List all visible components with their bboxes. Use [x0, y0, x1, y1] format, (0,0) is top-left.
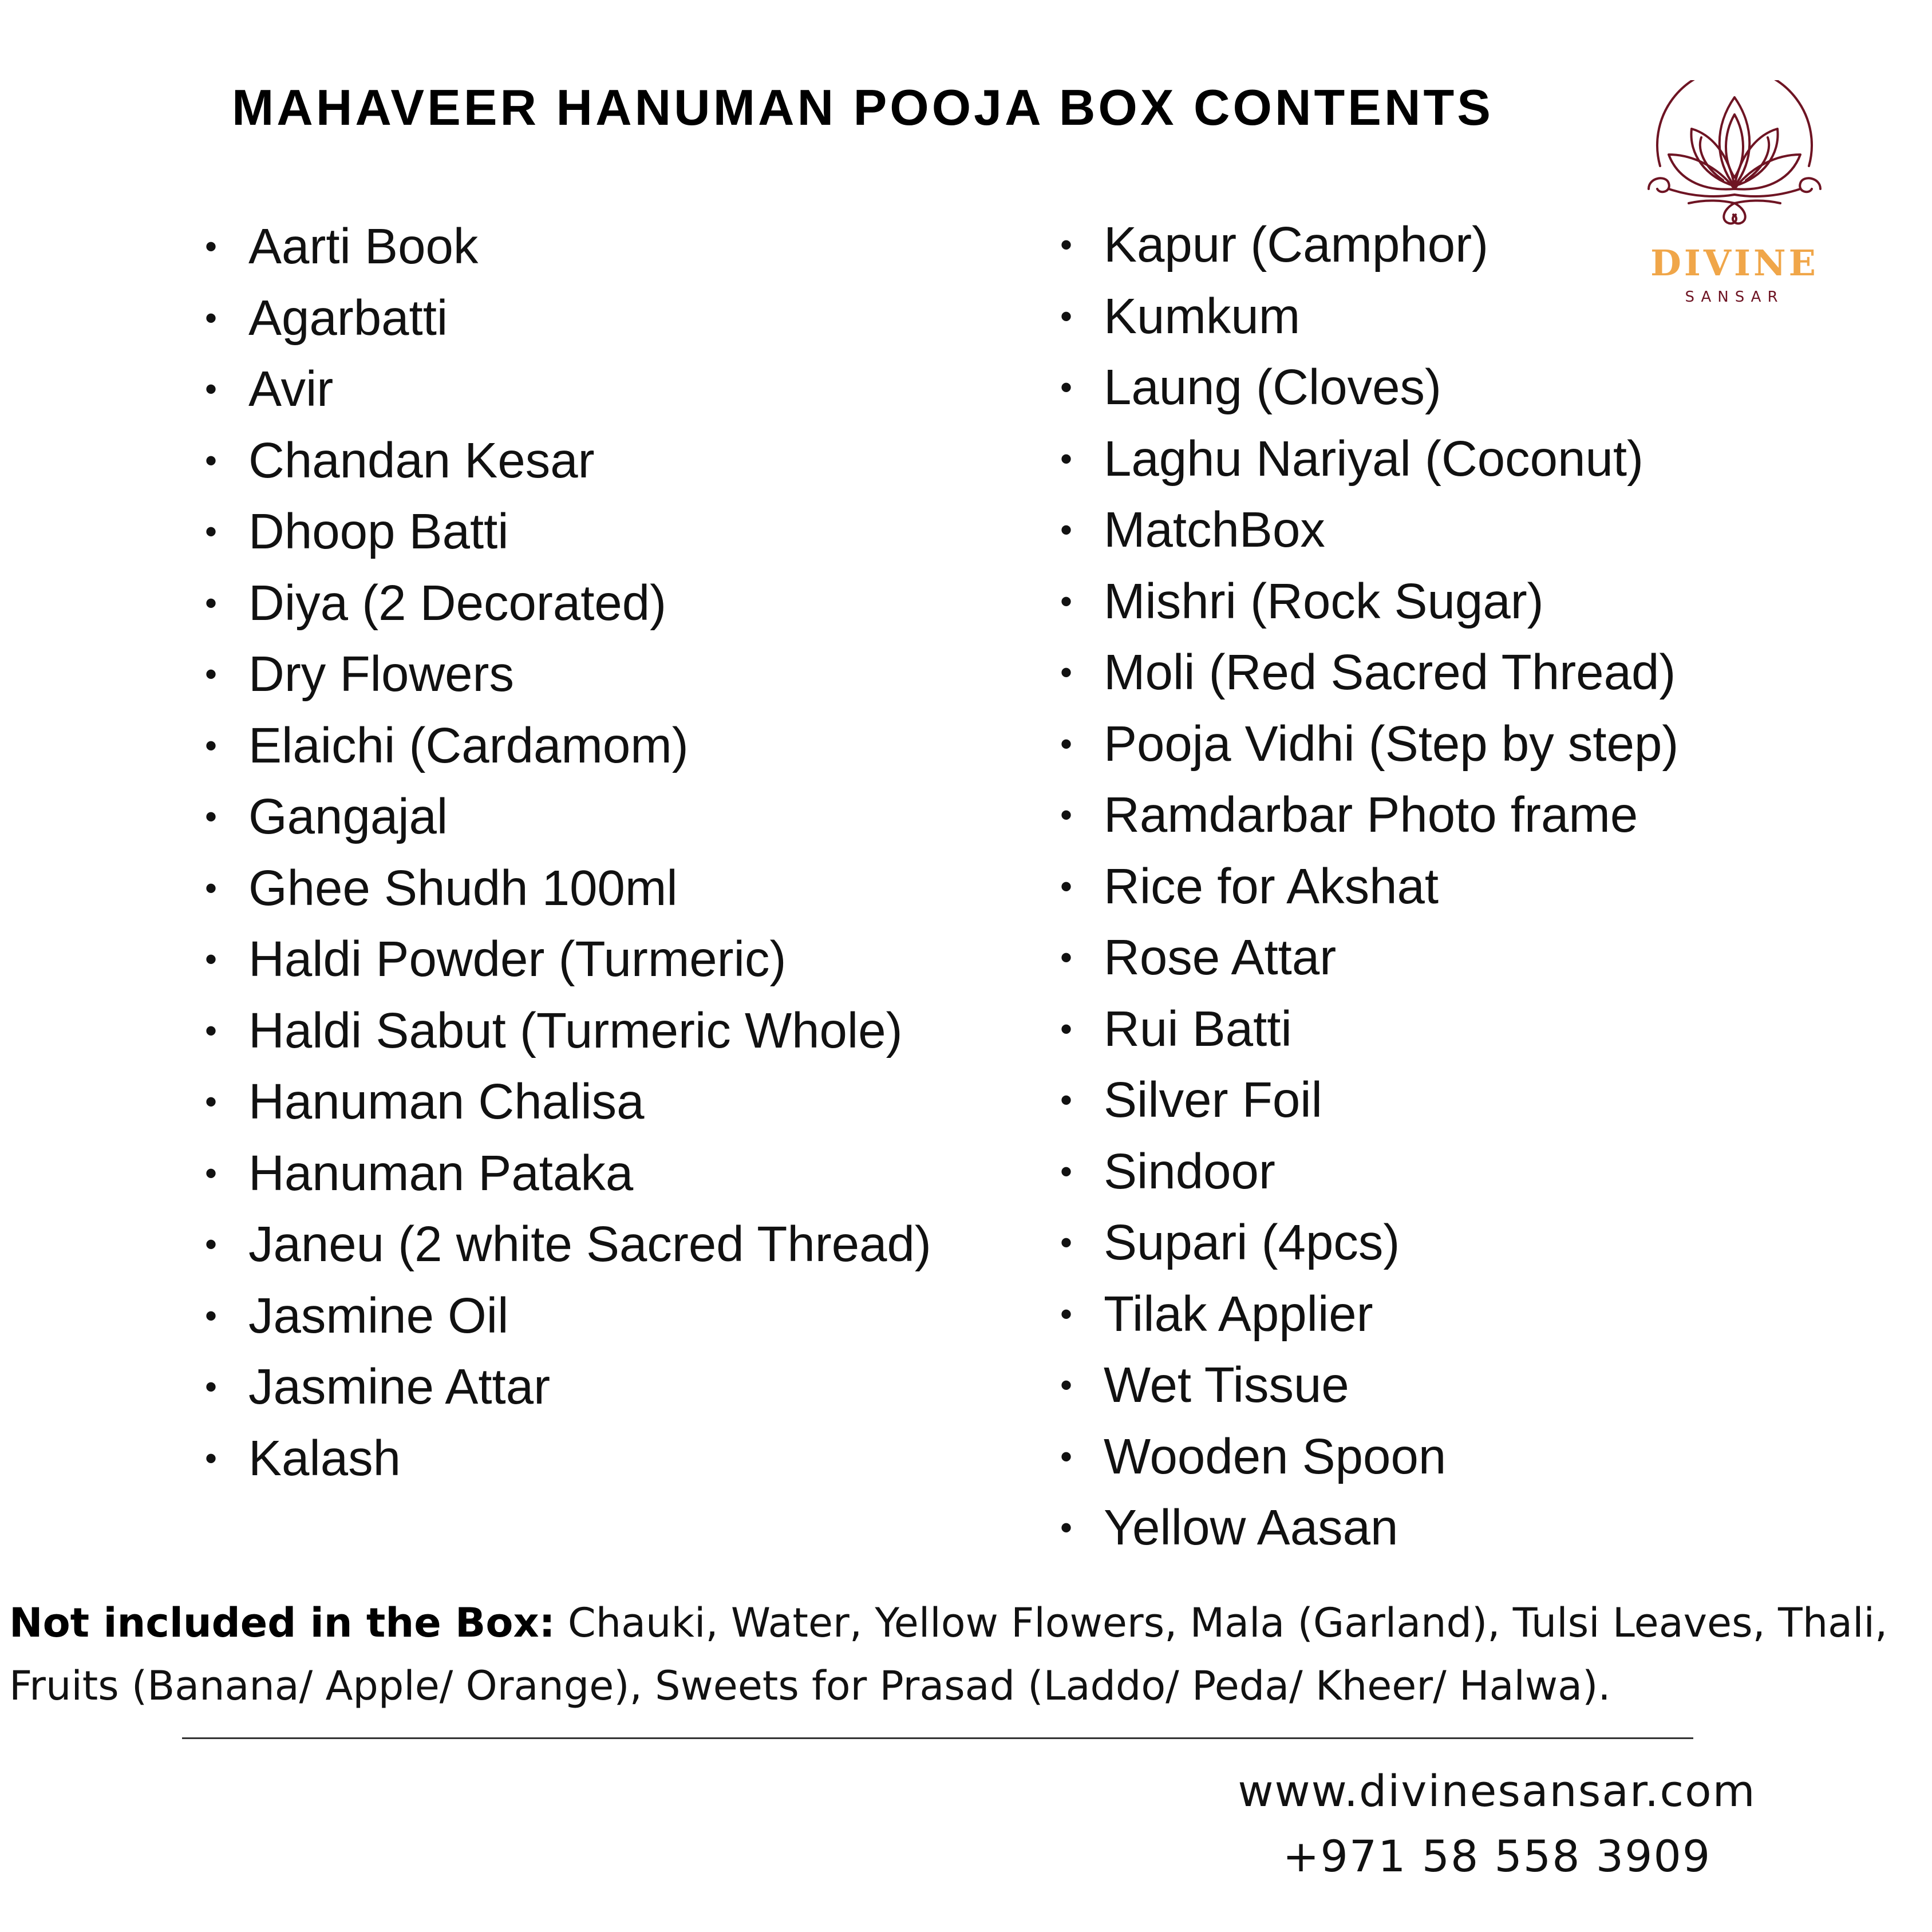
bullet-icon: •: [1060, 867, 1073, 906]
list-item-label: Wet Tissue: [1104, 1357, 1349, 1413]
list-item-label: Yellow Aasan: [1104, 1500, 1398, 1555]
bullet-icon: •: [205, 797, 218, 836]
website-link[interactable]: www.divinesansar.com: [1238, 1765, 1756, 1816]
bullet-icon: •: [1060, 511, 1073, 549]
list-item-label: Agarbatti: [248, 290, 448, 346]
bullet-icon: •: [205, 726, 218, 765]
list-item-label: Mishri (Rock Sugar): [1104, 573, 1544, 629]
bullet-icon: •: [1060, 1508, 1073, 1547]
bullet-icon: •: [205, 1082, 218, 1121]
footer-divider: [182, 1737, 1693, 1739]
bullet-icon: •: [1060, 1437, 1073, 1476]
list-item-label: Hanuman Chalisa: [248, 1074, 645, 1129]
list-item-label: Kalash: [248, 1430, 401, 1486]
bullet-icon: •: [1060, 439, 1073, 478]
phone-number[interactable]: +971 58 558 3909: [1282, 1831, 1712, 1882]
not-included-text: Chauki, Water, Yellow Flowers, Mala (Garland), Tulsi Leaves, Thali, Fruits (Banana/ Apple/ Orange), Sweets for Prasad (Laddo/ Peda/ Kheer/ Halwa).: [9, 1599, 1888, 1709]
bullet-icon: •: [205, 227, 218, 266]
list-item-label: Jasmine Attar: [248, 1359, 551, 1415]
bullet-icon: •: [205, 298, 218, 337]
list-item-label: Elaichi (Cardamom): [248, 717, 689, 773]
list-item-label: Gangajal: [248, 789, 448, 844]
list-item-label: Pooja Vidhi (Step by step): [1104, 716, 1679, 772]
bullet-icon: •: [1060, 297, 1073, 335]
bullet-icon: •: [205, 1439, 218, 1477]
list-item-label: Ramdarbar Photo frame: [1104, 787, 1638, 843]
bullet-icon: •: [205, 441, 218, 480]
list-item-label: MatchBox: [1104, 502, 1325, 558]
list-item-label: Haldi Sabut (Turmeric Whole): [248, 1002, 903, 1058]
bullet-icon: •: [205, 512, 218, 551]
list-item-label: Rice for Akshat: [1104, 858, 1439, 914]
list-item-label: Sindoor: [1104, 1143, 1275, 1199]
bullet-icon: •: [1060, 582, 1073, 621]
list-item-label: Tilak Applier: [1104, 1286, 1373, 1342]
bullet-icon: •: [205, 1011, 218, 1050]
bullet-icon: •: [1060, 724, 1073, 763]
bullet-icon: •: [1060, 653, 1073, 692]
bullet-icon: •: [205, 583, 218, 622]
bullet-icon: •: [205, 1368, 218, 1406]
bullet-icon: •: [205, 868, 218, 907]
page-title: MAHAVEER HANUMAN POOJA BOX CONTENTS: [232, 79, 1494, 136]
bullet-icon: •: [205, 1225, 218, 1263]
list-item-label: Hanuman Pataka: [248, 1145, 634, 1201]
list-item-label: Chandan Kesar: [248, 432, 595, 488]
list-item-label: Laghu Nariyal (Coconut): [1104, 430, 1643, 487]
brand-subtitle: SANSAR: [1685, 289, 1784, 306]
list-item-label: Ghee Shudh 100ml: [248, 860, 678, 916]
list-item-label: Avir: [248, 361, 334, 417]
bullet-icon: •: [1060, 1152, 1073, 1191]
list-item-label: Janeu (2 white Sacred Thread): [248, 1216, 931, 1272]
list-item-label: Moli (Red Sacred Thread): [1104, 645, 1676, 700]
list-item-label: Rui Batti: [1104, 1001, 1292, 1057]
bullet-icon: •: [1060, 1294, 1073, 1333]
not-included-label: Not included in the Box:: [9, 1599, 555, 1646]
list-item-label: Wooden Spoon: [1104, 1428, 1447, 1484]
bullet-icon: •: [1060, 226, 1073, 264]
lotus-emblem-icon: [1637, 80, 1832, 246]
list-item-label: Dry Flowers: [248, 646, 515, 702]
bullet-icon: •: [1060, 1009, 1073, 1048]
list-item-label: Supari (4pcs): [1104, 1215, 1400, 1270]
bullet-icon: •: [205, 370, 218, 408]
brand-name: DIVINE: [1650, 242, 1819, 284]
bullet-icon: •: [1060, 938, 1073, 977]
bullet-icon: •: [205, 940, 218, 978]
bullet-icon: •: [1060, 1366, 1073, 1404]
list-item-label: Jasmine Oil: [248, 1287, 509, 1344]
list-item-label: Laung (Cloves): [1104, 359, 1441, 415]
list-item-label: Silver Foil: [1104, 1072, 1322, 1128]
list-item-label: Haldi Powder (Turmeric): [248, 931, 787, 987]
not-included-note: [9, 1591, 1927, 1717]
bullet-icon: •: [1060, 1081, 1073, 1119]
list-item-label: Rose Attar: [1104, 930, 1337, 985]
list-item-label: Aarti Book: [248, 219, 479, 274]
bullet-icon: •: [205, 1296, 218, 1335]
list-item-label: Kapur (Camphor): [1104, 217, 1489, 272]
list-item-label: Dhoop Batti: [248, 504, 509, 559]
bullet-icon: •: [205, 655, 218, 693]
bullet-icon: •: [1060, 1223, 1073, 1262]
list-item-label: Kumkum: [1104, 288, 1301, 344]
bullet-icon: •: [1060, 368, 1073, 406]
list-item-label: Diya (2 Decorated): [248, 575, 667, 631]
brand-logo: [1637, 80, 1832, 321]
bullet-icon: •: [205, 1153, 218, 1192]
bullet-icon: •: [1060, 796, 1073, 834]
